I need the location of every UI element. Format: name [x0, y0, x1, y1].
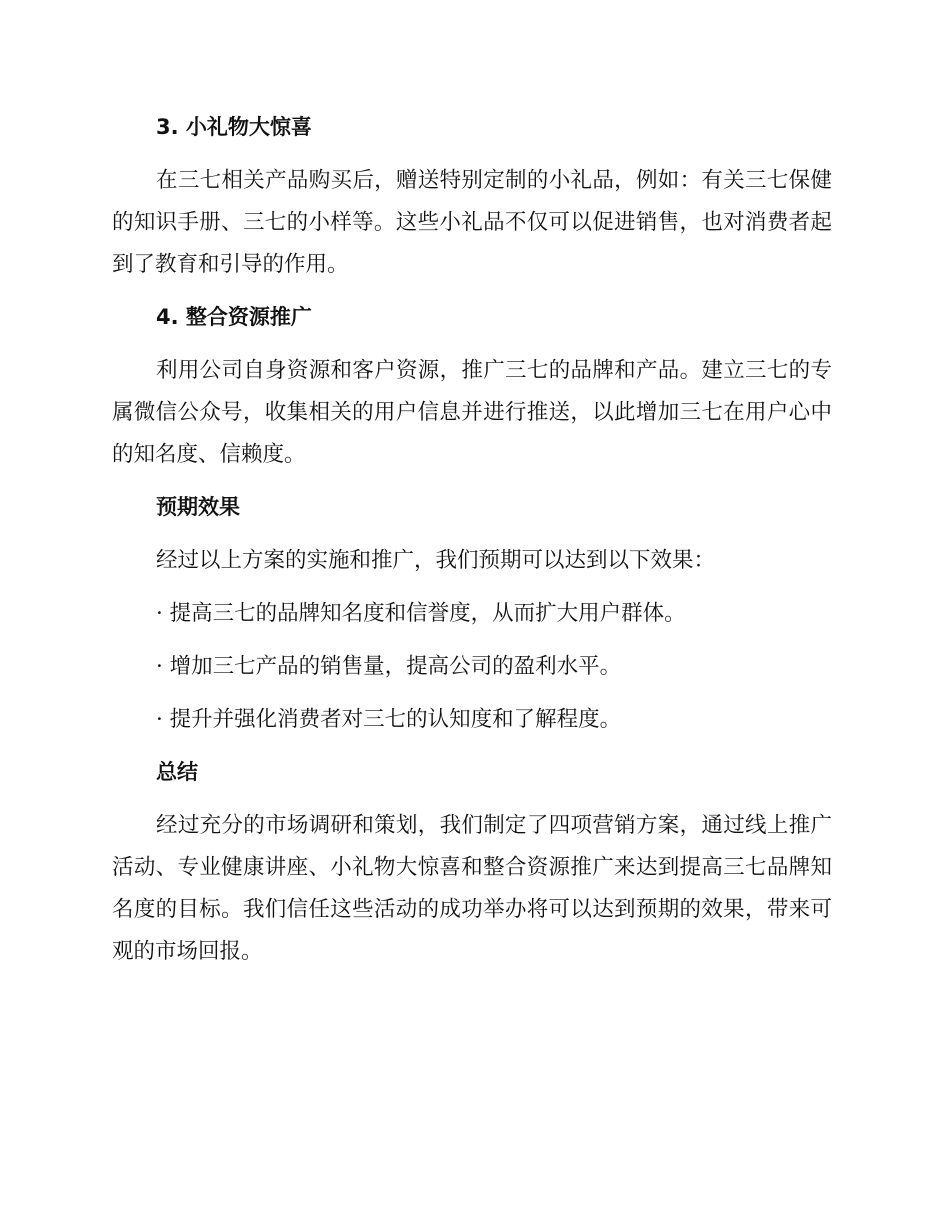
- section-body-gift: 在三七相关产品购买后，赠送特别定制的小礼品，例如：有关三七保健的知识手册、三七的小样等。这些小礼品不仅可以促进销售，也对消费者起到了教育和引导的作用。: [112, 168, 832, 277]
- section-heading-integrate: 4. 整合资源推广: [156, 305, 312, 329]
- expected-bullet: · 增加三七产品的销售量，提高公司的盈利水平。: [156, 654, 622, 679]
- expected-bullet: · 提高三七的品牌知名度和信誉度，从而扩大用户群体。: [156, 601, 686, 626]
- section-heading-expected: 预期效果: [156, 495, 240, 519]
- document-content: [112, 108, 832, 973]
- section-body-summary: 经过充分的市场调研和策划，我们制定了四项营销方案，通过线上推广活动、专业健康讲座、小礼物大惊喜和整合资源推广来达到提高三七品牌知名度的目标。我们信任这些活动的成功举办将可以达到预期的效果，带来可观的市场回报。: [112, 813, 832, 964]
- section-heading-summary: 总结: [156, 760, 198, 784]
- expected-intro: 经过以上方案的实施和推广，我们预期可以达到以下效果：: [156, 548, 716, 573]
- expected-bullet: · 提升并强化消费者对三七的认知度和了解程度。: [156, 707, 622, 732]
- section-heading-gift: 3. 小礼物大惊喜: [156, 115, 312, 139]
- section-body-integrate: 利用公司自身资源和客户资源，推广三七的品牌和产品。建立三七的专属微信公众号，收集相关的用户信息并进行推送，以此增加三七在用户心中的知名度、信赖度。: [112, 358, 832, 467]
